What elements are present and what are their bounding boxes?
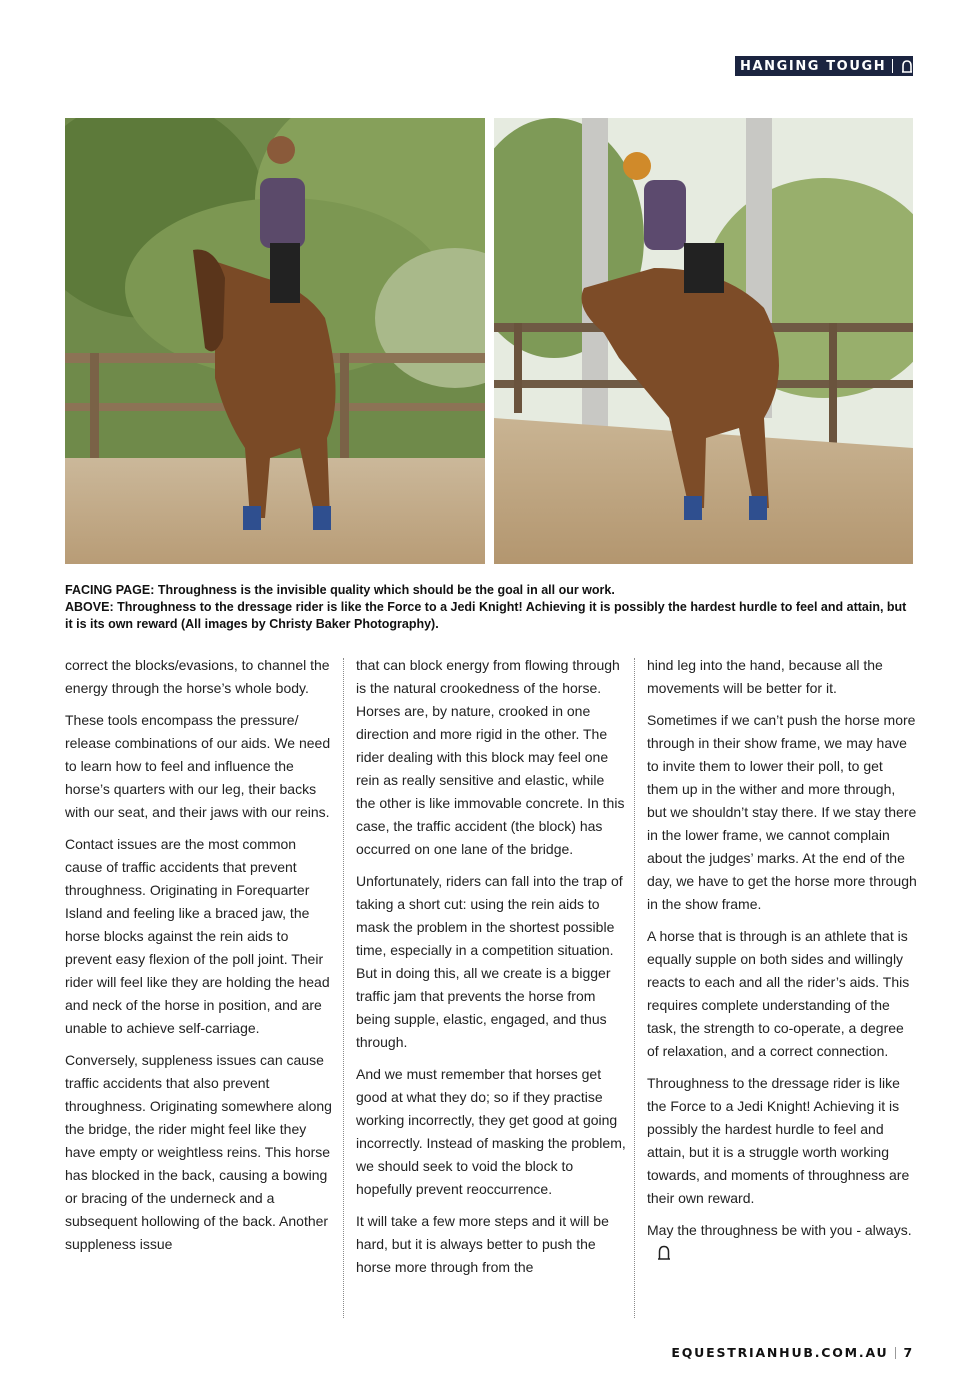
column-divider	[343, 658, 344, 1318]
paragraph: Contact issues are the most common cause of traffic accidents that prevent throughness. Originating in Forequarter Island and feeling like a braced jaw, the horse blocks against the rein aids to prevent easy flexion of the poll joint. Their rider will feel like they are holding the head and neck of the horse in position, and are unable to achieve self-carriage.	[65, 836, 330, 1036]
photo-rider-left	[65, 118, 485, 564]
paragraph: that can block energy from flowing through is the natural crookedness of the horse. Horses are, by nature, crooked in one direction and more rigid in the other. The rider dealing with this block may feel one rein as really sensitive and elastic, while the other is like immovable concrete. In this case, the traffic accident (the block) has occurred on one lane of the bridge.	[356, 657, 625, 857]
paragraph: Conversely, suppleness issues can cause traffic accidents that also prevent throughness. Originating somewhere along the bridge, the rider might feel like they have empty or weightless reins. This horse has blocked in the back, causing a bowing or bracing of the underneck and a subsequent hollowing of the back. Another suppleness issue	[65, 1052, 332, 1252]
paragraph: Throughness to the dressage rider is like the Force to a Jedi Knight! Achieving it is possibly the hardest hurdle to feel and attain, but it is a struggle worth working towards, and moments of throughness are their own reward.	[647, 1075, 910, 1206]
page-footer	[671, 1345, 914, 1360]
paragraph: Unfortunately, riders can fall into the trap of taking a short cut: using the rein aids to mask the problem in the shortest possible time, especially in a competition situation. But in doing this, all we create is a bigger traffic jam that prevents the horse from being supple, elastic, engaged, and thus through.	[356, 873, 623, 1050]
footer-divider	[895, 1347, 896, 1359]
photo-caption	[65, 582, 915, 633]
article-column-3	[647, 654, 917, 1276]
caption-above: ABOVE: Throughness to the dressage rider is like the Force to a Jedi Knight! Achieving it is possibly the hardest hurdle to feel and attain, but it is its own reward (All images by Christy Baker Photography).	[65, 600, 907, 631]
paragraph: hind leg into the hand, because all the movements will be better for it.	[647, 657, 883, 696]
paragraph: Sometimes if we can’t push the horse more through in their show frame, we may have to invite them to lower their poll, to get them up in the wither and more through, but we shouldn’t stay there. If we stay there in the lower frame, we cannot complain about the judges’ marks. At the end of the day, we have to get the horse more through in the show frame.	[647, 712, 917, 912]
paragraph: correct the blocks/evasions, to channel the energy through the horse’s whole body.	[65, 657, 330, 696]
paragraph: It will take a few more steps and it will be hard, but it is always better to push the horse more through from the	[356, 1213, 609, 1275]
horseshoe-icon	[901, 60, 913, 73]
paragraph: These tools encompass the pressure/ release combinations of our aids. We need to learn how to feel and influence the horse’s quarters with our leg, their backs with our seat, and their jaws with our reins.	[65, 712, 331, 820]
caption-facing-page: FACING PAGE: Throughness is the invisible quality which should be the goal in all our work.	[65, 583, 615, 597]
article-column-1	[65, 654, 335, 1265]
paragraph: A horse that is through is an athlete that is equally supple on both sides and willingly reacts to each and all the rider’s aids. This requires complete understanding of the task, the strength to co-operate, a degree of relaxation, and a correct connection.	[647, 928, 910, 1059]
article-column-2	[356, 654, 626, 1288]
closing-paragraph	[647, 1219, 917, 1267]
paragraph: And we must remember that horses get good at what they do; so if they practise working incorrectly, they get good at going incorrectly. Instead of masking the problem, we should seek to void the block to hopefully prevent reoccurrence.	[356, 1066, 626, 1197]
horseshoe-end-icon	[657, 1244, 671, 1267]
section-header-badge	[735, 56, 913, 76]
column-divider	[634, 658, 635, 1318]
footer-site: EQUESTRIANHUB.COM.AU	[671, 1345, 889, 1360]
badge-divider	[892, 59, 893, 73]
section-label: HANGING TOUGH	[740, 58, 887, 74]
closing-text: May the throughness be with you - always.	[647, 1222, 912, 1238]
photo-rider-right	[494, 118, 913, 564]
page-number: 7	[903, 1345, 914, 1360]
